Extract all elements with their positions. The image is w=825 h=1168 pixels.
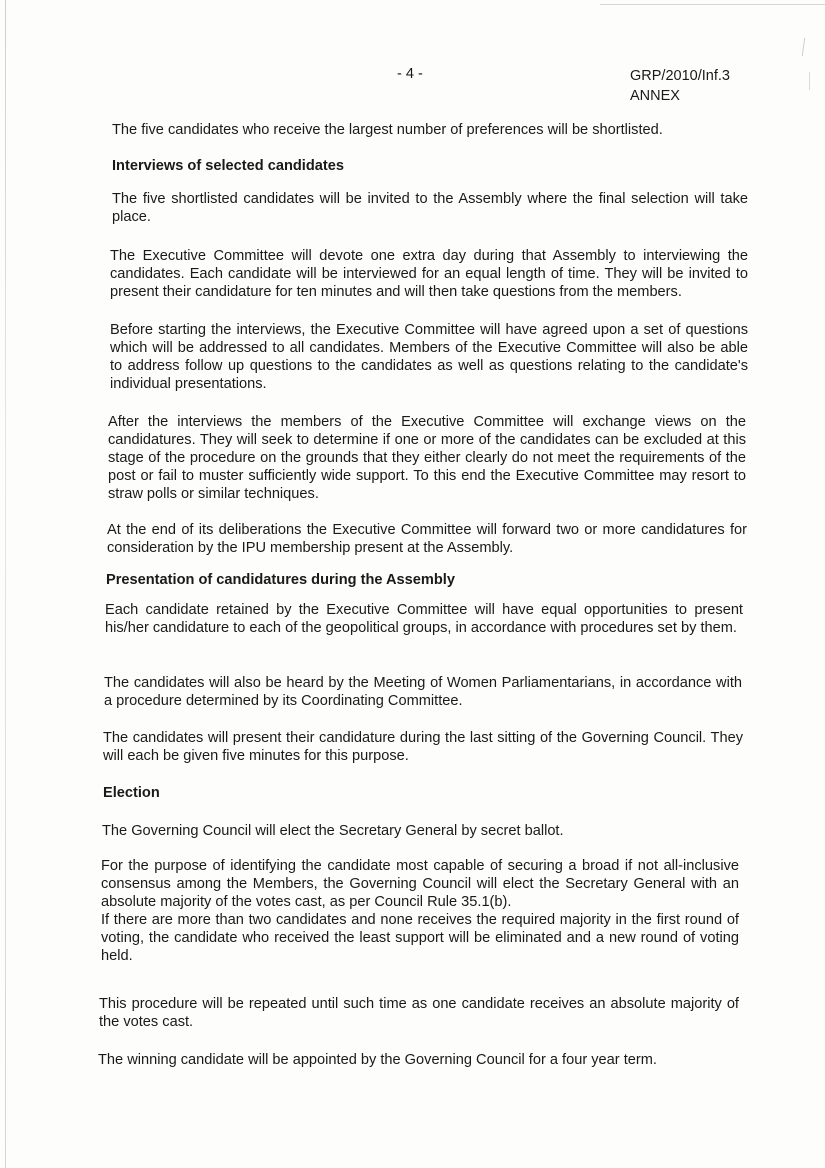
paragraph-forward-candidatures: At the end of its deliberations the Executive Committee will forward two or more candidatures for consideration by the IPU membership present at the Assembly.	[107, 522, 747, 556]
document-reference	[630, 66, 730, 106]
document-code: GRP/2010/Inf.3	[630, 68, 730, 84]
scan-mark	[802, 38, 812, 56]
page-number: - 4 -	[397, 66, 423, 82]
paragraph-women-parliamentarians: The candidates will also be heard by the Meeting of Women Parliamentarians, in accordance with a procedure determined by its Coordinating Committee.	[104, 675, 742, 709]
paragraph-questions: Before starting the interviews, the Executive Committee will have agreed upon a set of questions which will be addressed to all candidates. Members of the Executive Committee will also be able to address follow up questions to the candidates as well as questions relating to the candidate's individual presentations.	[110, 322, 748, 392]
annex-label: ANNEX	[630, 88, 680, 104]
paragraph-repeat-procedure: This procedure will be repeated until such time as one candidate receives an absolute majority of the votes cast.	[99, 996, 739, 1030]
heading-presentation: Presentation of candidatures during the Assembly	[106, 572, 455, 588]
paragraph-absolute-majority: For the purpose of identifying the candidate most capable of securing a broad if not all-inclusive consensus among the Members, the Governing Council will elect the Secretary General with an absolute majority of the votes cast, as per Council Rule 35.1(b).	[101, 858, 739, 910]
paragraph-extra-day: The Executive Committee will devote one extra day during that Assembly to interviewing the candidates. Each candidate will be interviewed for an equal length of time. They will be invited to present their candidature for ten minutes and will then take questions from the members.	[110, 248, 748, 300]
scan-mark	[804, 72, 810, 90]
paragraph-last-sitting: The candidates will present their candidature during the last sitting of the Governing Council. They will each be given five minutes for this purpose.	[103, 730, 743, 764]
paragraph-exchange-views: After the interviews the members of the Executive Committee will exchange views on the candidatures. They will seek to determine if one or more of the candidates can be excluded at this stage of the procedure on the grounds that they either clearly do not meet the requirements of the post or fail to muster sufficiently wide support. To this end the Executive Committee may resort to straw polls or similar techniques.	[108, 414, 746, 502]
heading-interviews: Interviews of selected candidates	[112, 158, 344, 174]
heading-election: Election	[103, 785, 160, 801]
paragraph-shortlisted-invited: The five shortlisted candidates will be invited to the Assembly where the final selection will take place.	[112, 191, 748, 225]
scan-edge-top	[600, 4, 825, 5]
paragraph-equal-opportunities: Each candidate retained by the Executive Committee will have equal opportunities to present his/her candidature to each of the geopolitical groups, in accordance with procedures set by them.	[105, 602, 743, 636]
scan-edge-left	[5, 0, 6, 1168]
paragraph-four-year-term: The winning candidate will be appointed by the Governing Council for a four year term.	[98, 1052, 657, 1068]
paragraph-elimination-rounds: If there are more than two candidates and none receives the required majority in the first round of voting, the candidate who received the least support will be eliminated and a new round of voting held.	[101, 912, 739, 964]
paragraph-secret-ballot: The Governing Council will elect the Secretary General by secret ballot.	[102, 823, 564, 839]
paragraph-shortlist: The five candidates who receive the largest number of preferences will be shortlisted.	[112, 122, 663, 138]
